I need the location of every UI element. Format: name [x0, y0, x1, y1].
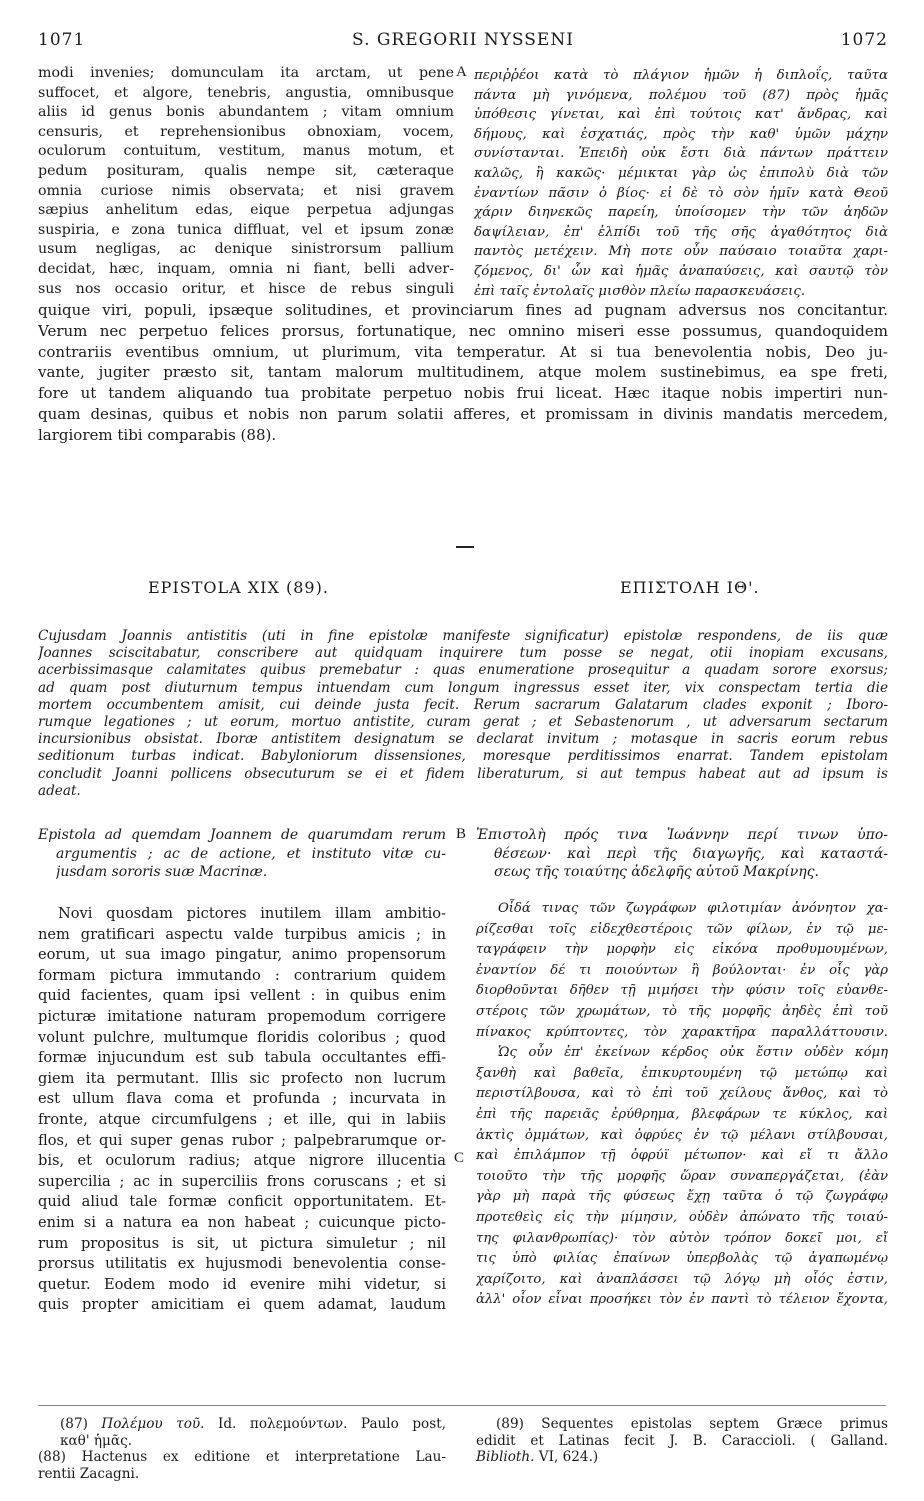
text-line: est ullum flava coma et profunda ; incurvata in — [38, 1090, 446, 1108]
text-line: volunt pulchre, multumque floridis coloribus ; quod — [38, 1028, 446, 1046]
text-line: χαρίζοιτο, καὶ ἀναπλάσσει τῷ λόγῳ μὴ οἷός ἐστιν, — [476, 1271, 888, 1287]
text-line: Epistola ad quemdam Joannem de quarumdam rerum — [38, 827, 446, 843]
text-line: fore ut tandem aliquando tua probitate perpetuo nobis frui liceat. Hæc itaque nobis impertiri nun- — [38, 384, 888, 403]
latin-subtitle — [38, 826, 446, 882]
epistle-summary — [38, 628, 888, 800]
column-number-left: 1071 — [38, 30, 86, 50]
text-line: supercilia ; ac in superciliis frons coruscans ; et si — [38, 1172, 446, 1190]
text-line: quetur. Eodem modo id evenire mihi videtur, si — [38, 1275, 446, 1293]
text-line: ἐναντίον δέ τι ποιούντων ἢ βούλονται· ἐν οἷς γὰρ — [476, 962, 888, 978]
text-line: χάριν διηνεκῶς παρείη, ὑποίσομεν τὴν τῶν ἀηδῶν — [474, 205, 888, 221]
text-line: argumentis ; ac de actione, et instituto vitæ cu- — [56, 845, 446, 862]
text-line: παντὸς μετέχειν. Μὴ ποτε οὖν παύσαιο τοιαῦτα χαρι- — [474, 244, 888, 260]
text-line: ζόμενος, δι' ὧν καὶ ἡμᾶς ἀναπαύσεις, καὶ σαυτῷ τὸν — [474, 263, 888, 279]
text-line: flos, et qui super genas rubor ; palpebrarumque or- — [38, 1131, 446, 1149]
text-line: eorum, ut sua imago pingatur, animo propensorum — [38, 946, 446, 964]
running-title: S. GREGORII NYSSENI — [352, 30, 574, 50]
text-line: Οἶδά τινας τῶν ζωγράφων φιλοτιμίαν ἀνόνητον χα- — [498, 901, 888, 916]
text-line: Novi quosdam pictores inutilem illam ambitio- — [58, 905, 446, 922]
footnote-88: (88) Hactenus ex editione et interpretatione Lau- — [38, 1449, 446, 1465]
full-width-paragraph — [38, 300, 888, 446]
text-line: θέσεων· καὶ περὶ τῆς διαγωγῆς, καὶ καταστά- — [494, 845, 888, 862]
footnote-89-line3: Biblioth. VI, 624.) — [476, 1449, 599, 1465]
text-line: δήμους, καὶ ἐσχατιάς, πρὸς τὴν καθ' ὑμῶν μάχην — [474, 126, 888, 142]
text-line: πάντα μὴ γινόμενα, πολέμου τοῦ (87) πρὸς ἡμᾶς — [474, 87, 888, 103]
text-line: ὑπόθεσις γίνεται, καὶ ἐπὶ τούτοις κατ' ἄνδρας, καὶ — [474, 107, 888, 123]
column-number-right: 1072 — [840, 30, 888, 50]
text-line: ταγράφειν τὴν μορφὴν εἰς εἰκόνα προθυμουμένων, — [476, 942, 888, 958]
text-line: γὰρ μὴ παρὰ τῆς φύσεως ἔχῃ ταῦτα ὁ τῷ ζωγράφῳ — [476, 1189, 888, 1205]
epistle-title-greek: ΕΠΙΣΤΟΛΗ ΙΘ'. — [620, 578, 760, 597]
text-line: adeat. — [38, 782, 81, 799]
text-line: oculorum contuitum, vestitum, manus motum, et — [38, 143, 454, 160]
text-line: rum propositus is sit, ut pictura simuletur ; nil — [38, 1234, 446, 1252]
section-divider — [456, 546, 474, 548]
footnote-88-cont: rentii Zacagni. — [38, 1465, 140, 1482]
greek-body — [476, 899, 888, 1311]
margin-letter-b: B — [456, 826, 467, 842]
footnotes-left — [38, 1416, 446, 1482]
text-line: omnia curiose nimis observata; et nisi gravem — [38, 182, 454, 199]
text-line: rumque legationes ; ut eorum, mortuo antistite, curam gerat ; et Sebastenorum , ut adversarum sectarum — [38, 713, 888, 730]
text-line: picturæ imitatione naturam propemodum corrigere — [38, 1007, 446, 1025]
footnote-89: (89) Sequentes epistolas septem Græce primus — [496, 1416, 888, 1432]
text-line: quique viri, populi, ipsæque solitudines, et provinciarum fines ad pugnam adversus nos concitantur. — [38, 301, 888, 319]
text-line: ἀλλ' οἷον εἶναι προσήκει τὸν ἐν παντὶ τὸ τέλειον ἔχοντα, — [476, 1292, 888, 1308]
text-line: της φιλανθρωπίας)· τὸν αὐτὸν τρόπον δοκεῖ μοι, εἴ — [476, 1230, 888, 1246]
text-line: pedum posituram, qualis nempe sit, cæteraque — [38, 162, 454, 179]
text-line: ad quam post diuturnum tempus intuendam cum longum ingressus esset iter, vix conspectam tertia die — [38, 679, 888, 696]
text-line: ξανθὴ καὶ βαθεῖα, ἐπικυρτουμένη τῷ μετώπῳ καὶ — [476, 1065, 888, 1081]
latin-column-top — [38, 64, 454, 299]
margin-letter-a: A — [456, 64, 467, 80]
greek-column-top — [474, 66, 888, 301]
text-line: vante, jugiter præsto sit, tantam malorum multitudinem, atque molem sustinebimus, ea spe freti, — [38, 363, 888, 382]
text-line: acerbissimasque calamitates quibus premebatur : quas enumeratione prosequitur a quadam sorore exorsus; — [38, 662, 888, 679]
text-line: nem gratificari aspectu valde turpibus amicis ; in — [38, 925, 446, 943]
text-line: ἐπὶ ταῖς ἐντολαῖς μισθὸν πλείω παρασκευάσεις. — [474, 283, 806, 299]
latin-body — [38, 904, 446, 1316]
footnote-87: (87) Πολέμου τοῦ. Id. πολεμούντων. Paulo post, — [60, 1416, 446, 1432]
text-line: στέροις τῶν χρωμάτων, τὸ τῆς μορφῆς ἀηδὲς ἐπὶ τοῦ — [476, 1003, 888, 1019]
text-line: usum negligas, ac denique sinistrorsum pallium — [38, 241, 454, 258]
text-line: enim si a natura ea non habeat ; cuicunque picto- — [38, 1213, 446, 1231]
text-line: καλῶς, ἢ κακῶς· μέμικται γὰρ ὡς ἐπιπολὺ διὰ τῶν — [474, 165, 888, 181]
footnotes-right — [476, 1416, 888, 1466]
text-line: τοιοῦτο τὴν τῆς μορφῆς ὥραν συναπεργάζεται, (ἐὰν — [476, 1168, 888, 1184]
text-line: quis propter amicitiam ei quem adamat, laudum — [38, 1296, 446, 1314]
text-line: prorsus utilitatis ex hujusmodi benevolentia conse- — [38, 1255, 446, 1273]
text-line: περιῤῥέοι κατὰ τὸ πλάγιον ἡμῶν ἡ διπλοΐς, ταῦτα — [474, 68, 888, 83]
text-line: ἐπὶ τῆς παρειᾶς ἐρύθρημα, βλεφάρων τε κύκλος, καὶ — [476, 1106, 888, 1122]
text-line: formæ injucundum est sub tabula occultantes effi- — [38, 1049, 446, 1067]
text-line: giem ita permutant. Illis sic profecto non lucrum — [38, 1069, 446, 1087]
text-line: modi invenies; domunculam ita arctam, ut pene — [38, 65, 454, 81]
text-line: sus nos occasio oritur, et hisce de rebus singuli — [38, 280, 454, 297]
text-line: περιστίλβουσα, καὶ τὸ ἐπὶ τοῦ χείλους ἄνθος, καὶ τὸ — [476, 1086, 888, 1102]
text-line: ρίζεσθαι τοῖς εἰδεχθεστέροις τῶν φίλων, ἐν τῷ με- — [476, 921, 888, 937]
margin-letter-c: C — [454, 1150, 465, 1166]
text-line: Joannes sciscitabatur, conscribere aut quidquam inquirere tum posse se negat, otii inopiam excusans, — [38, 645, 888, 662]
text-line: Cujusdam Joannis antistitis (uti in fine epistolæ manifeste significatur) epistolæ respondens, de iis quæ — [38, 628, 888, 644]
text-line: jusdam sororis suæ Macrinæ. — [56, 864, 268, 880]
text-line: quid aliud tale formæ conficit opportunitatem. Et- — [38, 1193, 446, 1211]
text-line: συνίστανται. Ἐπειδὴ οὐκ ἔστι διὰ πάντων πράττειν — [474, 146, 888, 162]
footnote-rule — [38, 1405, 886, 1406]
text-line: largiorem tibi comparabis (88). — [38, 425, 277, 444]
text-line: concludit Joanni pollicens obsecuturum se ei et fidem liberaturum, si aut tempus habeat aut ad ipsum is — [38, 765, 888, 782]
text-line: διορθοῦνται δῆθεν τῇ μιμήσει τὴν φύσιν τοῖς εὐανθε- — [476, 983, 888, 999]
text-line: Ἐπιστολὴ πρός τινα Ἰωάννην περί τινων ὑπο- — [476, 827, 888, 843]
text-line: decidat, hæc, inquam, omnia ni fiant, belli adver- — [38, 260, 454, 277]
text-line: quam desinas, quibus et nobis non parum solatii afferes, et promissam in divinis mandatis mercedem, — [38, 404, 888, 423]
text-line: seditionum turbas indicat. Babyloniorum dissensiones, moresque perditissimos enarrat. Tandem epistolam — [38, 748, 888, 765]
text-line: quid facientes, quam ipsi vellent : in quibus enim — [38, 987, 446, 1005]
text-line: σεως τῆς τοιαύτης ἀδελφῆς αὐτοῦ Μακρίνης. — [494, 864, 819, 880]
text-line: bis, et oculorum radius; atque nigrore illucentia — [38, 1152, 446, 1170]
text-line: τις ὑπὸ φιλίας ἐπαίνων ὑπερβολὰς τῷ ἀγαπωμένῳ — [476, 1251, 888, 1267]
text-line: aliis id genus bonis abundantem ; vitam omnium — [38, 104, 454, 121]
text-line: censuris, et reprehensionibus obnoxiam, vocem, — [38, 123, 454, 140]
text-line: suffocet, et algore, tenebris, angustia, omnibusque — [38, 84, 454, 101]
text-line: contrariis eventibus omnium, ut plurimum, vita temperatur. At si tua benevolentia nobis, Deo ju- — [38, 342, 888, 361]
text-line: καὶ ἐπιλάμπον τῇ ὀφρύϊ μέτωπον· καὶ εἴ τι ἄλλο — [476, 1148, 888, 1164]
text-line: mortem occumbentem amisit, cui deinde justa fecit. Rerum sacrarum Galatarum clades exponit ; Iboro- — [38, 696, 888, 713]
text-line: Ὡς οὖν ἐπ' ἐκείνων κέρδος οὐκ ἔστιν οὐδὲν κόμη — [498, 1045, 888, 1061]
text-line: δαψίλειαν, ἐπ' ἐλπίδι τοῦ τῆς σῆς ἀγαθότητος διὰ — [474, 224, 888, 240]
greek-subtitle — [476, 826, 888, 882]
page-header — [38, 30, 888, 54]
text-line: πίνακος κρύπτοντες, τὸν χαρακτῆρα παραλλάττουσιν. — [476, 1024, 888, 1040]
epistle-title-latin: EPISTOLA XIX (89). — [148, 578, 329, 597]
text-line: incursionibus obsistat. Iboræ antistitem designatum se declarat invitum ; motasque in sacris eorum rebus — [38, 731, 888, 748]
text-line: ἐναντίων πᾶσιν ὁ βίος· εἰ δὲ τὸ σὸν ἡμῖν κατὰ Θεοῦ — [474, 185, 888, 201]
text-line: sæpius anhelitum edas, eique perpetua adjungas — [38, 202, 454, 219]
text-line: προτεθεὶς εἰς τὴν μίμησιν, οὐδὲν ἀπώνατο τῆς τοιαύ- — [476, 1209, 888, 1225]
footnote-89-line2: edidit et Latinas fecit J. B. Caraccioli. ( Galland. — [476, 1432, 888, 1449]
text-line: formam pictura immutando : contrarium quidem — [38, 966, 446, 984]
text-line: ἀκτὶς ὀμμάτων, καὶ ὀφρύες ἐν τῷ μέλανι στίλβουσαι, — [476, 1127, 888, 1143]
text-line: fronte, atque circumfulgens ; et ille, qui in labiis — [38, 1110, 446, 1128]
text-line: Verum nec perpetuo felices prorsus, fortunatique, nec omnino miseri esse possumus, quandoquidem — [38, 321, 888, 340]
text-line: suspiria, e zona tunica diffluat, vel et ipsum zonæ — [38, 221, 454, 238]
footnote-87-cont: καθ' ἡμᾶς. — [60, 1432, 133, 1449]
